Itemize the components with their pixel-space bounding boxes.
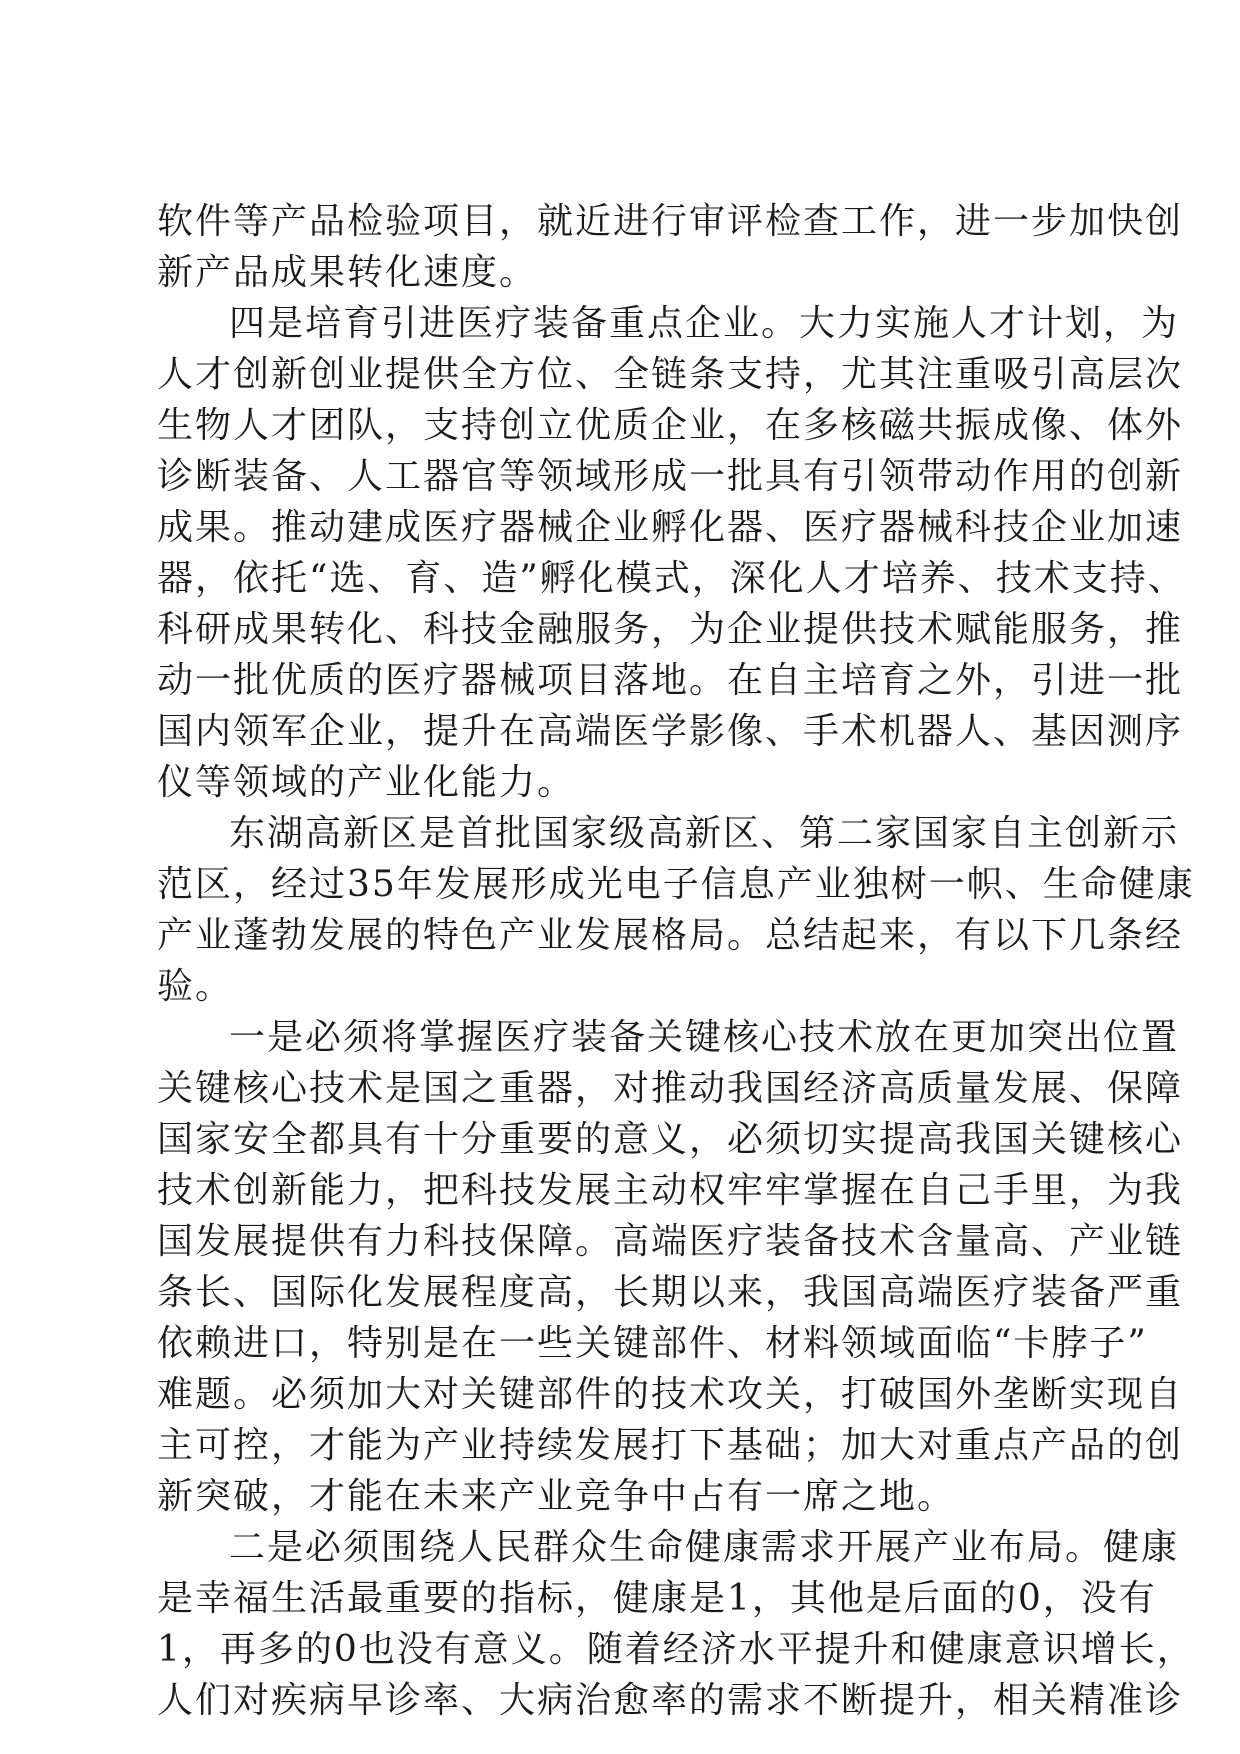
text-line: 产业蓬勃发展的特色产业发展格局。总结起来，有以下几条经: [157, 915, 1184, 956]
text-line: 难题。必须加大对关键部件的技术攻关，打破国外垄断实现自: [157, 1374, 1184, 1415]
text-line: 新产品成果转化速度。: [157, 252, 538, 293]
text-line: 国发展提供有力科技保障。高端医疗装备技术含量高、产业链: [157, 1221, 1184, 1262]
text-line: 诊断装备、人工器官等领域形成一批具有引领带动作用的创新: [157, 456, 1184, 497]
text-line: 仪等领域的产业化能力。: [157, 762, 576, 803]
text-line: 国内领军企业，提升在高端医学影像、手术机器人、基因测序: [157, 711, 1184, 752]
text-line: 人们对疾病早诊率、大病治愈率的需求不断提升，相关精准诊: [157, 1680, 1184, 1721]
document-body: [157, 196, 1195, 1726]
text-line: 生物人才团队，支持创立优质企业，在多核磁共振成像、体外: [157, 405, 1184, 446]
text-line: 器，依托“选、育、造”孵化模式，深化人才培养、技术支持、: [157, 558, 1186, 599]
text-line: 东湖高新区是首批国家级高新区、第二家国家自主创新示: [229, 813, 1180, 854]
text-line: 新突破，才能在未来产业竞争中占有一席之地。: [157, 1476, 956, 1517]
text-line: 成果。推动建成医疗器械企业孵化器、医疗器械科技企业加速: [157, 507, 1184, 548]
text-line: 一是必须将掌握医疗装备关键核心技术放在更加突出位置: [229, 1017, 1180, 1058]
text-line: 范区，经过35年发展形成光电子信息产业独树一帜、生命健康: [157, 864, 1195, 905]
text-line: 关键核心技术是国之重器，对推动我国经济高质量发展、保障: [157, 1068, 1184, 1109]
text-line: 人才创新创业提供全方位、全链条支持，尤其注重吸引高层次: [157, 354, 1184, 395]
text-line: 技术创新能力，把科技发展主动权牢牢掌握在自己手里，为我: [157, 1170, 1184, 1211]
text-line: 依赖进口，特别是在一些关键部件、材料领域面临“卡脖子”: [157, 1323, 1148, 1364]
text-line: 国家安全都具有十分重要的意义，必须切实提高我国关键核心: [157, 1119, 1184, 1160]
text-line: 主可控，才能为产业持续发展打下基础；加大对重点产品的创: [157, 1425, 1184, 1466]
text-line: 科研成果转化、科技金融服务，为企业提供技术赋能服务，推: [157, 609, 1184, 650]
text-line: 是幸福生活最重要的指标，健康是1，其他是后面的0，没有: [157, 1578, 1157, 1619]
text-line: 验。: [157, 966, 234, 1007]
text-line: 软件等产品检验项目，就近进行审评检查工作，进一步加快创: [157, 201, 1184, 242]
text-line: 动一批优质的医疗器械项目落地。在自主培育之外，引进一批: [157, 660, 1184, 701]
text-line: 1，再多的0也没有意义。随着经济水平提升和健康意识增长，: [157, 1629, 1195, 1670]
text-line: 二是必须围绕人民群众生命健康需求开展产业布局。健康: [229, 1527, 1180, 1568]
text-line: 条长、国际化发展程度高，长期以来，我国高端医疗装备严重: [157, 1272, 1184, 1313]
text-line: 四是培育引进医疗装备重点企业。大力实施人才计划，为: [229, 303, 1180, 344]
